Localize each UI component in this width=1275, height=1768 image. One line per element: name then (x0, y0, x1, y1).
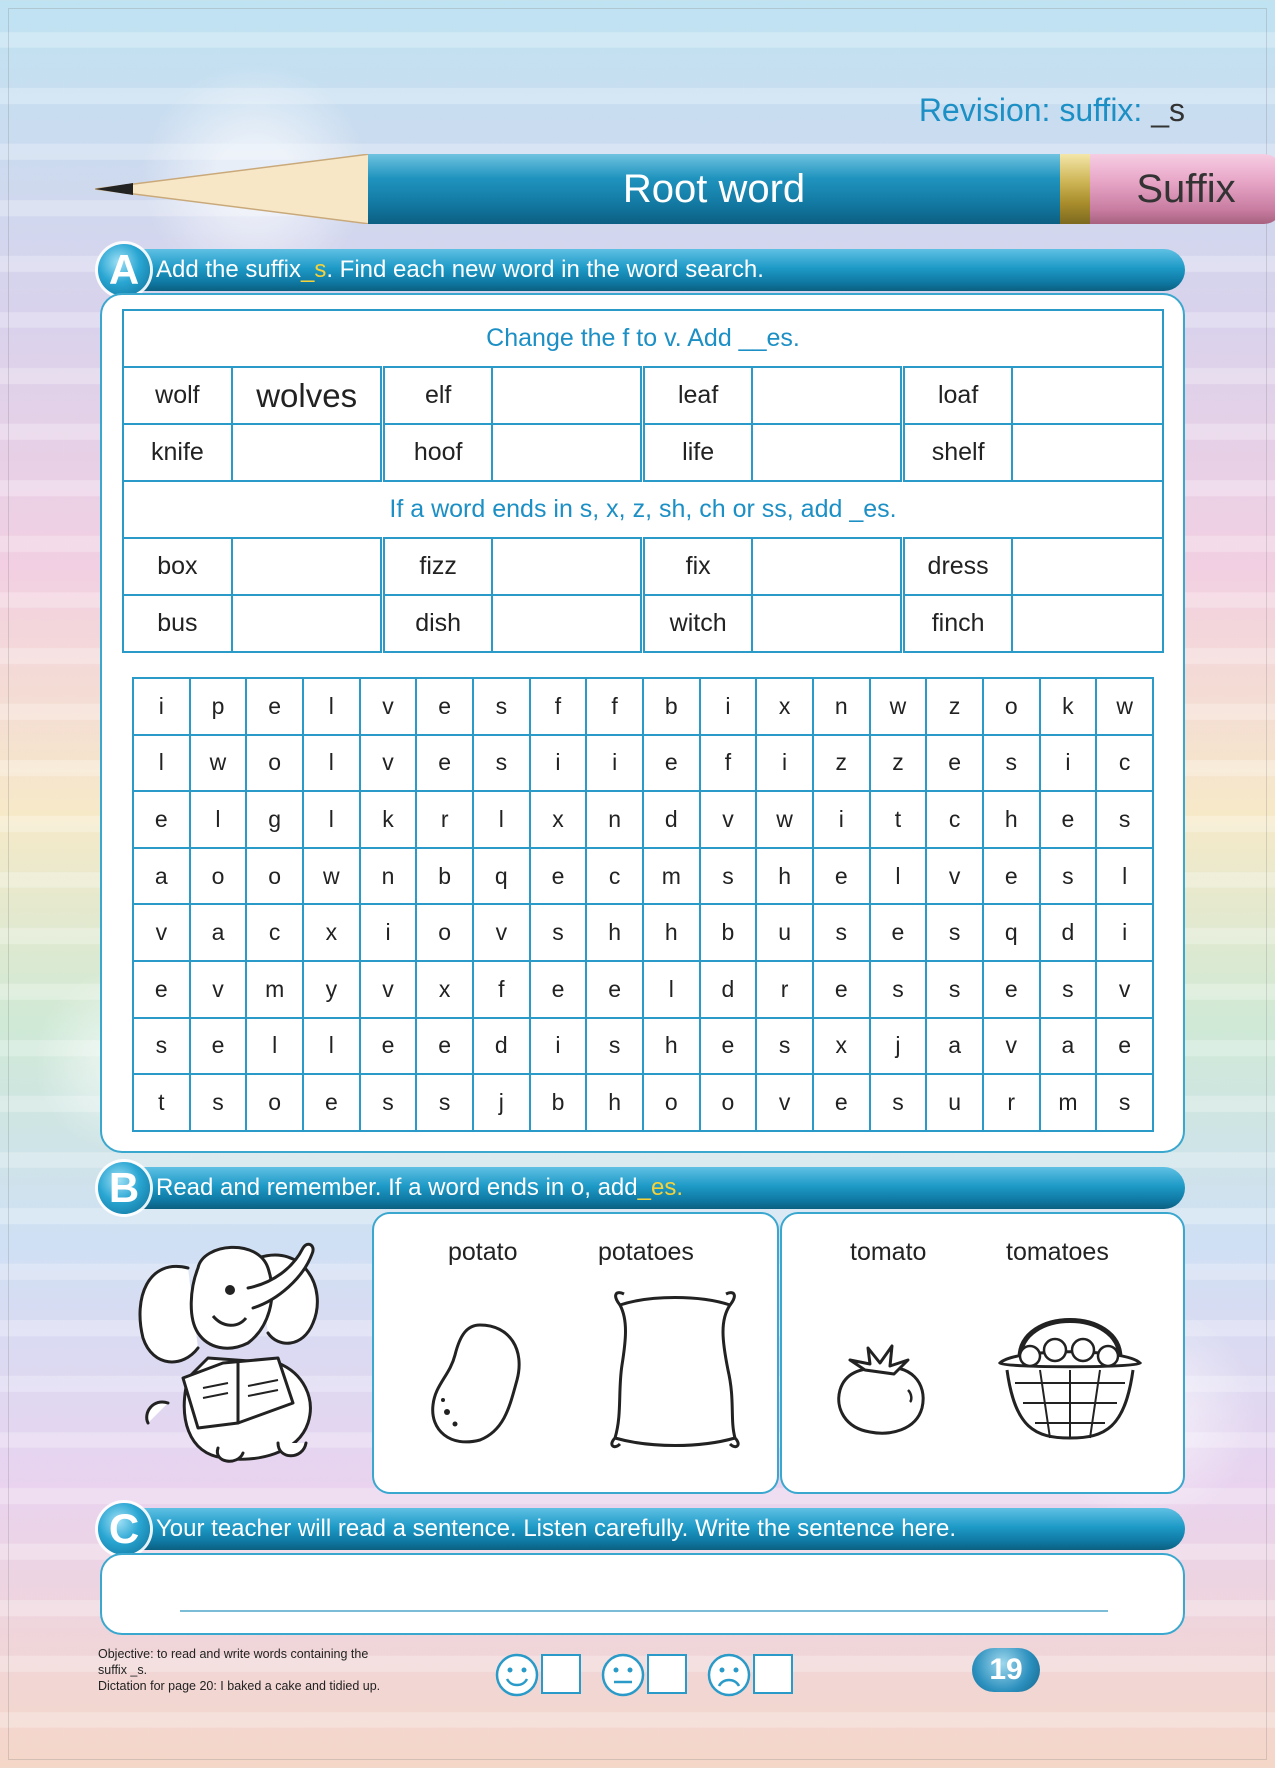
word-search-cell[interactable]: b (416, 848, 473, 905)
word-search-cell[interactable]: w (756, 791, 813, 848)
word-search-cell[interactable]: r (756, 961, 813, 1018)
happy-checkbox[interactable] (541, 1654, 581, 1694)
word-search-cell[interactable]: n (813, 678, 870, 735)
table-row (123, 424, 1163, 481)
word-search-cell[interactable]: s (133, 1018, 190, 1075)
word-search-cell[interactable]: l (643, 961, 700, 1018)
word-search-cell[interactable]: s (870, 961, 927, 1018)
answer-field[interactable]: wolves (232, 367, 383, 424)
word-search-cell[interactable]: r (416, 791, 473, 848)
word-search-cell[interactable]: x (303, 904, 360, 961)
root-word-cell: shelf (903, 424, 1012, 481)
root-word-cell: fix (643, 538, 752, 595)
suffix-table (122, 309, 1164, 653)
word-search-cell[interactable]: d (700, 961, 757, 1018)
word-search-cell[interactable]: a (1040, 1018, 1097, 1075)
objective-line-1: Objective: to read and write words containing the (98, 1647, 369, 1661)
word-search-cell[interactable]: e (530, 961, 587, 1018)
word-search-cell[interactable]: s (473, 678, 530, 735)
section-c-text: Your teacher will read a sentence. Listen carefully. Write the sentence here. (156, 1515, 957, 1542)
word-search-cell[interactable]: l (303, 678, 360, 735)
root-word-cell: elf (383, 367, 492, 424)
singular-word: potato (448, 1238, 518, 1266)
answer-field[interactable] (492, 538, 643, 595)
word-search-cell[interactable]: d (1040, 904, 1097, 961)
word-search-cell[interactable]: n (360, 848, 417, 905)
word-search-cell[interactable]: x (756, 678, 813, 735)
sentence-writing-line[interactable] (180, 1610, 1108, 1612)
word-search-cell[interactable]: l (190, 791, 247, 848)
word-search-cell[interactable]: v (473, 904, 530, 961)
word-search-cell[interactable]: s (416, 1074, 473, 1131)
word-search-cell[interactable]: e (416, 735, 473, 792)
word-search-cell[interactable]: i (700, 678, 757, 735)
word-search-cell[interactable]: e (813, 1074, 870, 1131)
word-search-cell[interactable]: s (190, 1074, 247, 1131)
section-a-letter: A (98, 244, 150, 296)
table-row (123, 538, 1163, 595)
suffix-label: Suffix (1090, 154, 1275, 224)
word-search-cell[interactable]: v (926, 848, 983, 905)
word-search-cell[interactable]: l (303, 791, 360, 848)
word-search-cell[interactable]: o (643, 1074, 700, 1131)
word-search-cell[interactable]: v (1096, 961, 1153, 1018)
word-search-cell[interactable]: s (530, 904, 587, 961)
table-row (133, 1018, 1153, 1075)
root-word-cell: box (123, 538, 232, 595)
word-search-cell[interactable]: e (190, 1018, 247, 1075)
word-search-cell[interactable]: h (756, 848, 813, 905)
word-search-cell[interactable]: s (1096, 791, 1153, 848)
word-search-cell[interactable]: h (983, 791, 1040, 848)
word-search-cell[interactable]: l (870, 848, 927, 905)
word-search-cell[interactable]: n (586, 791, 643, 848)
rule-add-es: If a word ends in s, x, z, sh, ch or ss, add _es. (123, 481, 1163, 538)
answer-field[interactable] (232, 538, 383, 595)
neutral-checkbox[interactable] (647, 1654, 687, 1694)
footer-notes (98, 1646, 428, 1694)
word-search-cell[interactable]: f (700, 735, 757, 792)
table-row (133, 848, 1153, 905)
word-search-cell[interactable]: h (586, 1074, 643, 1131)
rule-change-f-to-v: Change the f to v. Add __es. (123, 310, 1163, 367)
word-search-cell[interactable]: l (246, 1018, 303, 1075)
answer-field[interactable] (232, 595, 383, 652)
word-search-cell[interactable]: s (813, 904, 870, 961)
word-search-cell[interactable]: s (586, 1018, 643, 1075)
root-word-cell: bus (123, 595, 232, 652)
word-search-cell[interactable]: l (473, 791, 530, 848)
answer-field[interactable] (752, 538, 903, 595)
root-word-cell: dress (903, 538, 1012, 595)
answer-field[interactable] (1012, 424, 1163, 481)
word-search-cell[interactable]: z (813, 735, 870, 792)
word-search-cell[interactable]: e (246, 678, 303, 735)
table-row (123, 367, 1163, 424)
word-search-cell[interactable]: o (246, 735, 303, 792)
word-search-cell[interactable]: i (756, 735, 813, 792)
word-search-cell[interactable]: e (1096, 1018, 1153, 1075)
sentence-panel (100, 1553, 1185, 1635)
answer-field[interactable] (492, 424, 643, 481)
word-search-cell[interactable]: j (473, 1074, 530, 1131)
word-search-cell[interactable]: i (1040, 735, 1097, 792)
root-word-cell: finch (903, 595, 1012, 652)
root-word-cell: fizz (383, 538, 492, 595)
word-search-cell[interactable]: e (643, 735, 700, 792)
word-search-cell[interactable]: i (1096, 904, 1153, 961)
section-c-letter: C (98, 1503, 150, 1555)
sad-face-icon (706, 1652, 752, 1698)
table-row (133, 904, 1153, 961)
word-search-cell[interactable]: x (530, 791, 587, 848)
word-search-cell[interactable]: i (813, 791, 870, 848)
word-search-cell[interactable]: e (983, 961, 1040, 1018)
word-search-cell[interactable]: z (926, 678, 983, 735)
word-search-cell[interactable]: l (303, 735, 360, 792)
answer-field[interactable] (1012, 538, 1163, 595)
word-search-cell[interactable]: v (983, 1018, 1040, 1075)
word-search-grid (132, 677, 1154, 1132)
word-search-cell[interactable]: o (983, 678, 1040, 735)
plural-word: potatoes (598, 1238, 694, 1266)
elephant-reading-icon (128, 1228, 348, 1468)
root-word-cell: leaf (643, 367, 752, 424)
word-search-cell[interactable]: r (983, 1074, 1040, 1131)
word-search-cell[interactable]: e (926, 735, 983, 792)
root-word-label: Root word (368, 154, 1060, 224)
word-search-cell[interactable]: b (643, 678, 700, 735)
dictation-note: Dictation for page 20: I baked a cake and tidied up. (98, 1679, 381, 1693)
answer-field[interactable] (752, 367, 903, 424)
section-b-bar (100, 1167, 1185, 1209)
word-search-cell[interactable]: v (133, 904, 190, 961)
word-search-cell[interactable]: e (530, 848, 587, 905)
potato-sack-icon (610, 1290, 740, 1450)
word-search-cell[interactable]: d (473, 1018, 530, 1075)
word-search-cell[interactable]: o (246, 848, 303, 905)
word-search-cell[interactable]: e (813, 961, 870, 1018)
neutral-face-icon (600, 1652, 646, 1698)
word-search-cell[interactable]: e (700, 1018, 757, 1075)
answer-field[interactable] (1012, 367, 1163, 424)
word-search-cell[interactable]: g (246, 791, 303, 848)
root-word-cell: witch (643, 595, 752, 652)
word-search-cell[interactable]: d (643, 791, 700, 848)
word-search-cell[interactable]: s (1096, 1074, 1153, 1131)
word-search-cell[interactable]: w (303, 848, 360, 905)
word-search-cell[interactable]: k (1040, 678, 1097, 735)
word-search-cell[interactable]: s (700, 848, 757, 905)
section-b-highlight: _es. (637, 1174, 683, 1201)
word-search-cell[interactable]: a (133, 848, 190, 905)
section-b-text: Read and remember. If a word ends in o, add (156, 1174, 638, 1201)
word-search-cell[interactable]: e (813, 848, 870, 905)
word-search-cell[interactable]: h (643, 1018, 700, 1075)
word-search-cell[interactable]: v (360, 961, 417, 1018)
word-search-cell[interactable]: e (870, 904, 927, 961)
word-search-cell[interactable]: w (190, 735, 247, 792)
word-search-cell[interactable]: l (133, 735, 190, 792)
word-search-cell[interactable]: s (983, 735, 1040, 792)
word-search-cell[interactable]: a (926, 1018, 983, 1075)
word-search-cell[interactable]: m (246, 961, 303, 1018)
happy-face-icon (494, 1652, 540, 1698)
word-search-cell[interactable]: p (190, 678, 247, 735)
table-row (133, 678, 1153, 735)
word-search-cell[interactable]: o (700, 1074, 757, 1131)
table-row (133, 735, 1153, 792)
answer-field[interactable] (1012, 595, 1163, 652)
word-search-cell[interactable]: e (586, 961, 643, 1018)
word-search-cell[interactable]: l (303, 1018, 360, 1075)
root-word-cell: life (643, 424, 752, 481)
answer-field[interactable] (752, 595, 903, 652)
plural-word: tomatoes (1006, 1238, 1109, 1266)
sad-checkbox[interactable] (753, 1654, 793, 1694)
word-search-cell[interactable]: e (1040, 791, 1097, 848)
word-search-cell[interactable]: q (473, 848, 530, 905)
word-search-cell[interactable]: s (1040, 961, 1097, 1018)
word-search-cell[interactable]: s (473, 735, 530, 792)
word-search-cell[interactable]: t (870, 791, 927, 848)
page-title (919, 92, 1185, 129)
section-c-bar (100, 1508, 1185, 1550)
word-search-cell[interactable]: t (133, 1074, 190, 1131)
section-a-text-2: . Find each new word in the word search. (326, 256, 764, 283)
word-search-cell[interactable]: s (926, 904, 983, 961)
word-search-cell[interactable]: c (1096, 735, 1153, 792)
word-search-cell[interactable]: u (756, 904, 813, 961)
word-search-cell[interactable]: j (870, 1018, 927, 1075)
root-word-cell: knife (123, 424, 232, 481)
word-search-cell[interactable]: y (303, 961, 360, 1018)
pencil-banner (95, 154, 1236, 224)
word-search-cell[interactable]: o (416, 904, 473, 961)
word-search-cell[interactable]: b (530, 1074, 587, 1131)
word-search-cell[interactable]: h (643, 904, 700, 961)
tomato-icon (830, 1338, 930, 1438)
word-search-cell[interactable]: f (473, 961, 530, 1018)
word-search-cell[interactable]: v (756, 1074, 813, 1131)
word-search-cell[interactable]: c (926, 791, 983, 848)
word-search-cell[interactable]: s (756, 1018, 813, 1075)
word-search-cell[interactable]: v (360, 678, 417, 735)
word-search-cell[interactable]: b (700, 904, 757, 961)
word-search-cell[interactable]: w (870, 678, 927, 735)
pencil-ferrule (1060, 154, 1090, 224)
table-row (133, 961, 1153, 1018)
word-search-cell[interactable]: o (246, 1074, 303, 1131)
answer-field[interactable] (232, 424, 383, 481)
root-word-cell: wolf (123, 367, 232, 424)
word-search-cell[interactable]: e (416, 678, 473, 735)
word-search-cell[interactable]: s (360, 1074, 417, 1131)
word-search-cell[interactable]: e (360, 1018, 417, 1075)
word-search-cell[interactable]: u (926, 1074, 983, 1131)
word-search-cell[interactable]: c (246, 904, 303, 961)
potato-icon (425, 1320, 535, 1450)
word-search-cell[interactable]: i (530, 1018, 587, 1075)
word-search-cell[interactable]: c (586, 848, 643, 905)
word-search-cell[interactable]: i (530, 735, 587, 792)
word-search-cell[interactable]: e (133, 791, 190, 848)
section-a-highlight: _s (300, 256, 327, 283)
word-search-cell[interactable]: e (303, 1074, 360, 1131)
answer-field[interactable] (492, 367, 643, 424)
word-search-cell[interactable]: a (190, 904, 247, 961)
word-search-cell[interactable]: e (983, 848, 1040, 905)
word-search-cell[interactable]: x (813, 1018, 870, 1075)
title-suffix: _s (1151, 92, 1185, 128)
table-row (123, 595, 1163, 652)
word-search-cell[interactable]: s (870, 1074, 927, 1131)
answer-field[interactable] (492, 595, 643, 652)
word-search-cell[interactable]: o (190, 848, 247, 905)
section-a-bar (100, 249, 1185, 291)
word-search-cell[interactable]: x (416, 961, 473, 1018)
word-search-cell[interactable]: w (1096, 678, 1153, 735)
word-search-cell[interactable]: e (133, 961, 190, 1018)
word-search-cell[interactable]: k (360, 791, 417, 848)
word-search-cell[interactable]: i (586, 735, 643, 792)
word-search-cell[interactable]: m (1040, 1074, 1097, 1131)
word-search-cell[interactable]: v (700, 791, 757, 848)
word-search-cell[interactable]: v (360, 735, 417, 792)
singular-word: tomato (850, 1238, 927, 1266)
objective-line-2: suffix _s. (98, 1663, 148, 1677)
word-search-cell[interactable]: m (643, 848, 700, 905)
tomato-basket-icon (995, 1288, 1145, 1448)
root-word-cell: dish (383, 595, 492, 652)
word-search-cell[interactable]: l (1096, 848, 1153, 905)
word-search-cell[interactable]: e (416, 1018, 473, 1075)
title-prefix: Revision: suffix: (918, 92, 1152, 128)
word-search-cell[interactable]: v (190, 961, 247, 1018)
section-b-letter: B (98, 1162, 150, 1214)
root-word-cell: loaf (903, 367, 1012, 424)
word-search-cell[interactable]: i (133, 678, 190, 735)
word-search-cell[interactable]: f (586, 678, 643, 735)
word-search-cell[interactable]: q (983, 904, 1040, 961)
root-word-cell: hoof (383, 424, 492, 481)
word-search-cell[interactable]: z (870, 735, 927, 792)
page-number: 19 (972, 1648, 1040, 1692)
word-search-cell[interactable]: i (360, 904, 417, 961)
pencil-tip-icon (95, 154, 370, 224)
word-search-cell[interactable]: s (1040, 848, 1097, 905)
word-search-cell[interactable]: h (586, 904, 643, 961)
table-row (133, 1074, 1153, 1131)
section-a-text-1: Add the suffix (156, 256, 301, 283)
answer-field[interactable] (752, 424, 903, 481)
word-search-cell[interactable]: s (926, 961, 983, 1018)
word-search-cell[interactable]: f (530, 678, 587, 735)
table-row (133, 791, 1153, 848)
